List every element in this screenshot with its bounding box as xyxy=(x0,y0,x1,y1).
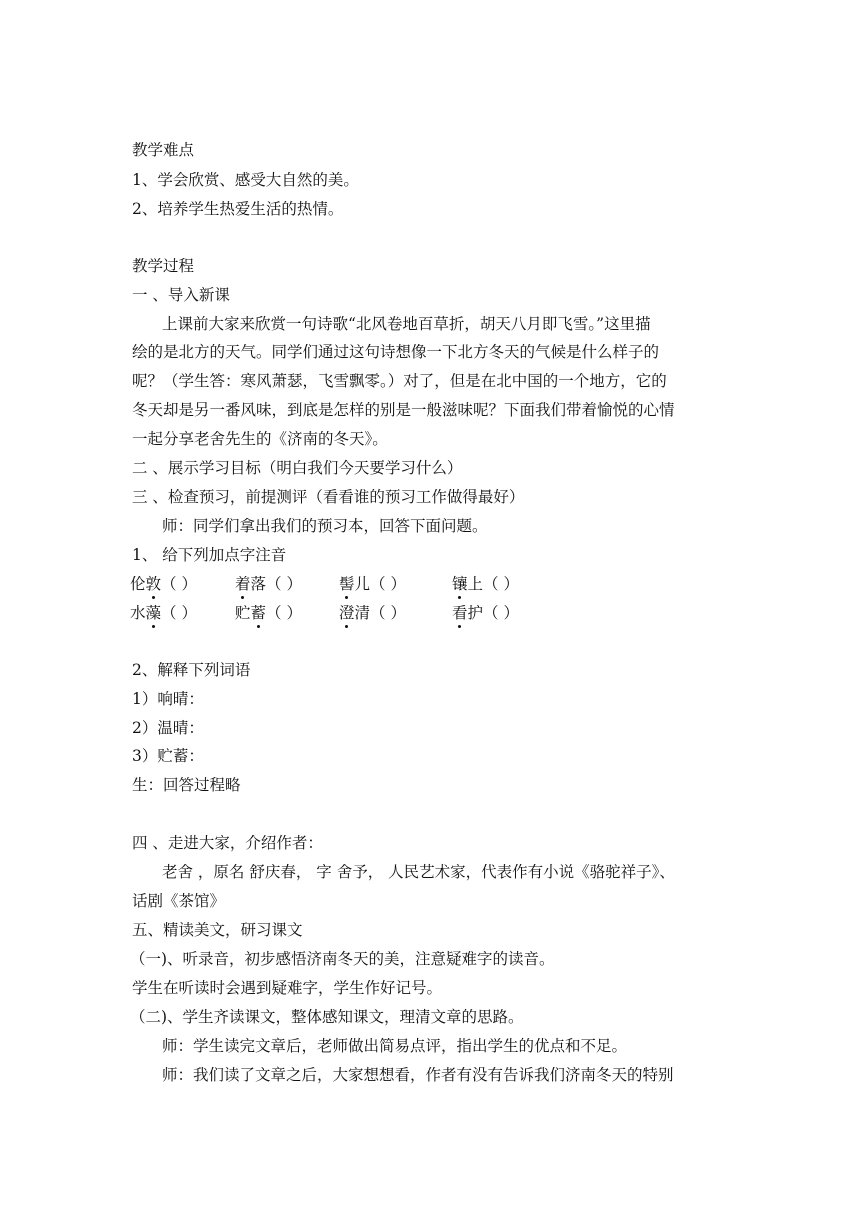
question1-heading: 1、 给下列加点字注音 xyxy=(132,546,287,564)
question2-heading: 2、解释下列词语 xyxy=(132,661,251,679)
step1-heading: 一 、导入新课 xyxy=(132,286,230,304)
step4-heading: 四 、走进大家，介绍作者： xyxy=(132,834,323,852)
step5-teacher-line: 师：我们读了文章之后，大家想想看，作者有没有告诉我们济南冬天的特别 xyxy=(162,1066,674,1084)
step1-paragraph-line: 冬天却是另一番风味，到底是怎样的别是一般滋味呢？下面我们带着愉悦的心情 xyxy=(132,401,675,419)
student-answer-line: 生：回答过程略 xyxy=(132,776,241,794)
pinyin-item: 澄清（ ） xyxy=(339,604,406,622)
step1-paragraph-line: 上课前大家来欣赏一句诗歌“北风卷地百草折，胡天八月即飞雪。”这里描 xyxy=(162,315,651,333)
step5-heading: 五、精读美文，研习课文 xyxy=(132,921,303,939)
difficulty-heading: 教学难点 xyxy=(132,141,195,159)
step4-paragraph-line: 话剧《茶馆》 xyxy=(132,892,226,910)
question2-item: 2）温晴： xyxy=(132,719,204,737)
question2-item: 3）贮蓄： xyxy=(132,747,204,765)
step3-teacher-line: 师：同学们拿出我们的预习本，回答下面问题。 xyxy=(162,517,488,535)
pinyin-item: 水藻（ ） xyxy=(130,604,197,622)
difficulty-item-2: 2、培养学生热爱生活的热情。 xyxy=(132,200,344,218)
difficulty-item-1: 1、学会欣赏、感受大自然的美。 xyxy=(132,171,359,189)
step1-paragraph-line: 一起分享老舍先生的《济南的冬天》。 xyxy=(132,430,388,448)
step5-note: 学生在听读时会遇到疑难字，学生作好记号。 xyxy=(132,979,443,997)
pinyin-item: 镶上（ ） xyxy=(452,575,519,593)
step1-paragraph-line: 呢？（学生答：寒风萧瑟，飞雪飘零。）对了，但是在北中国的一个地方，它的 xyxy=(132,372,667,390)
process-heading: 教学过程 xyxy=(132,257,195,275)
question2-item: 1）响晴： xyxy=(132,690,204,708)
pinyin-item: 着落（ ） xyxy=(235,575,302,593)
step5-teacher-line: 师：学生读完文章后，老师做出简易点评，指出学生的优点和不足。 xyxy=(162,1037,628,1055)
pinyin-item: 贮蓄（ ） xyxy=(235,604,302,622)
pinyin-item: 伦敦（ ） xyxy=(130,575,197,593)
pinyin-item: 髻儿（ ） xyxy=(339,575,406,593)
step1-paragraph-line: 绘的是北方的天气。同学们通过这句诗想像一下北方冬天的气候是什么样子的 xyxy=(132,343,660,361)
step3-heading: 三 、检查预习，前提测评（看看谁的预习工作做得最好） xyxy=(132,488,525,506)
pinyin-item: 看护（ ） xyxy=(452,604,519,622)
step5-subheading-2: （二)、学生齐读课文，整体感知课文，理清文章的思路。 xyxy=(130,1008,524,1026)
step2-heading: 二 、展示学习目标（明白我们今天要学习什么） xyxy=(132,459,463,477)
step5-subheading-1: （一)、听录音，初步感悟济南冬天的美，注意疑难字的读音。 xyxy=(130,950,555,968)
step4-paragraph-line: 老舍 ，原名 舒庆春， 字 舍予， 人民艺术家，代表作有小说《骆驼祥子》、 xyxy=(162,863,675,881)
